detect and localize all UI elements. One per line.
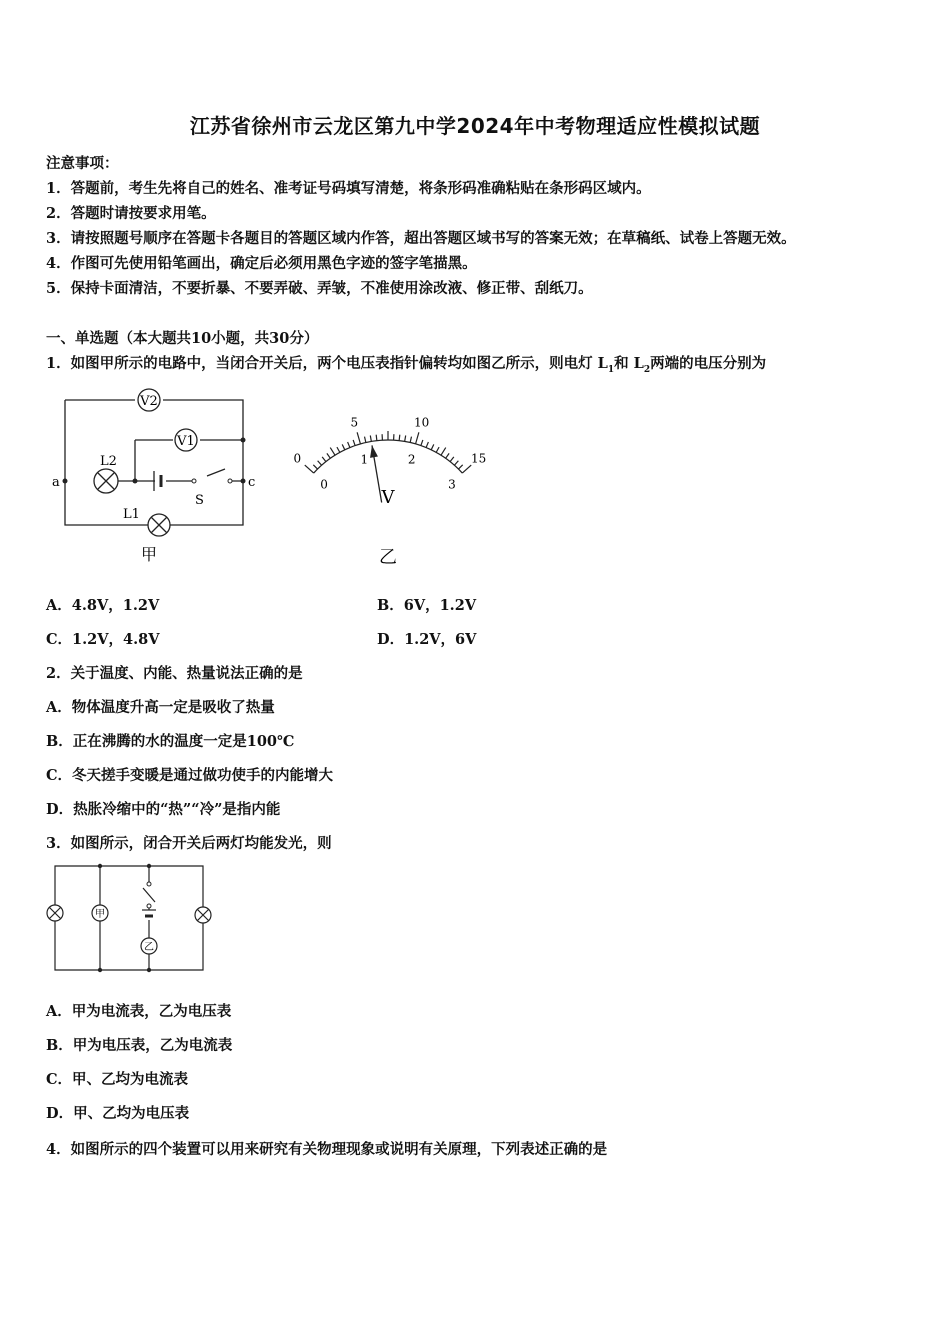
q3-option-c[interactable]: C．甲、乙均为电流表: [46, 1071, 189, 1088]
dial-tick: [370, 435, 371, 441]
notice-item: 1．答题前，考生先将自己的姓名、准考证号码填写清楚，将条形码准确粘贴在条形码区域内。: [46, 180, 651, 197]
dial-tick: [330, 448, 335, 456]
notice-heading: 注意事项：: [46, 155, 119, 172]
figure-circuit-jia: [40, 385, 270, 570]
dial-tick: [305, 465, 314, 473]
dial-tick: [458, 465, 462, 469]
dial-tick: [327, 453, 330, 458]
dial-tick: [405, 435, 406, 441]
upper-tick-label: 0: [293, 451, 302, 466]
upper-tick-label: 15: [471, 451, 487, 466]
v2-meter-label: V2: [140, 394, 158, 409]
figure-caption-jia: 甲: [140, 545, 158, 564]
q2-option-a[interactable]: A．物体温度升高一定是吸收了热量: [46, 699, 275, 716]
q3-option-d[interactable]: D．甲、乙均为电压表: [46, 1105, 190, 1122]
dial-tick: [441, 448, 446, 456]
question-3-stem: 3．如图所示，闭合开关后两灯均能发光，则: [46, 835, 332, 852]
dial-tick: [436, 447, 439, 452]
dial-arc: [314, 440, 463, 473]
dial-tick: [426, 442, 428, 448]
dial-tick: [446, 453, 449, 458]
v1-meter-label: V1: [177, 434, 195, 449]
question-2-stem: 2．关于温度、内能、热量说法正确的是: [46, 665, 303, 682]
dial-tick: [454, 461, 458, 465]
lower-tick-label: 2: [407, 452, 416, 467]
section-heading: 一、单选题（本大题共10小题，共30分）: [46, 330, 319, 347]
q2-option-c[interactable]: C．冬天搓手变暖是通过做功使手的内能增大: [46, 767, 334, 784]
q1-option-c[interactable]: C．1.2V，4.8V: [46, 631, 160, 648]
page-title: 江苏省徐州市云龙区第九中学2024年中考物理适应性模拟试题: [189, 114, 761, 138]
dial-tick: [337, 447, 340, 452]
figure-voltmeter-dial: [265, 395, 515, 575]
upper-tick-label: 5: [350, 415, 359, 430]
dial-tick: [318, 461, 322, 465]
lamp-l2-label: L2: [100, 454, 117, 469]
dial-tick: [353, 440, 355, 446]
switch-s-label: S: [195, 493, 204, 508]
node-c-label: c: [248, 475, 256, 490]
dial-tick: [357, 432, 360, 444]
q2-option-d[interactable]: D．热胀冷缩中的“热”“冷”是指内能: [46, 801, 281, 818]
meter-jia-label: 甲: [95, 909, 105, 920]
notice-item: 3．请按照题号顺序在答题卡各题目的答题区域内作答，超出答题区域书写的答案无效；在草稿纸、试卷上答题无效。: [46, 230, 796, 247]
dial-tick: [462, 465, 471, 473]
lower-tick-label: 3: [448, 477, 456, 492]
dial-tick: [342, 444, 345, 449]
dial-tick: [410, 437, 411, 443]
figure-q3-circuit: [40, 858, 220, 978]
q3-option-a[interactable]: A．甲为电流表，乙为电压表: [46, 1003, 232, 1020]
unit-label: V: [381, 487, 395, 508]
meter-yi-label: 乙: [144, 942, 154, 953]
question-4-stem: 4．如图所示的四个装置可以用来研究有关物理现象或说明有关原理，下列表述正确的是: [46, 1141, 608, 1158]
q1-option-d[interactable]: D．1.2V，6V: [377, 631, 477, 648]
q1-option-b[interactable]: B．6V，1.2V: [377, 597, 477, 614]
dial-tick: [416, 432, 419, 444]
dial-tick: [431, 444, 434, 449]
notice-item: 5．保持卡面清洁，不要折暴、不要弄破、弄皱，不准使用涂改液、修正带、刮纸刀。: [46, 280, 593, 297]
dial-tick: [322, 457, 326, 462]
lower-tick-label: 0: [320, 477, 328, 492]
dial-tick: [450, 457, 454, 462]
notice-item: 4．作图可先使用铅笔画出，确定后必须用黑色字迹的签字笔描黑。: [46, 255, 477, 272]
dial-tick: [348, 442, 350, 448]
question-1-stem: 1．如图甲所示的电路中，当闭合开关后，两个电压表指针偏转均如图乙所示，则电灯 $L_1$和 $L_2$两端的电压分别为: [46, 355, 767, 375]
lower-tick-label: 1: [360, 452, 369, 467]
q3-option-b[interactable]: B．甲为电压表，乙为电流表: [46, 1037, 233, 1054]
upper-tick-label: 10: [413, 415, 430, 430]
dial-tick: [376, 435, 377, 441]
dial-tick: [421, 440, 423, 446]
notice-item: 2．答题时请按要求用笔。: [46, 205, 216, 222]
dial-tick: [313, 465, 317, 469]
needle-arrowhead: [370, 445, 378, 457]
dial-tick: [365, 437, 366, 443]
figure-caption-yi: 乙: [379, 547, 397, 568]
q1-option-a[interactable]: A．4.8V，1.2V: [46, 597, 160, 614]
dial-tick: [399, 435, 400, 441]
q2-option-b[interactable]: B．正在沸腾的水的温度一定是100℃: [46, 733, 295, 750]
node-a-label: a: [52, 475, 60, 490]
lamp-l1-label: L1: [123, 507, 140, 522]
